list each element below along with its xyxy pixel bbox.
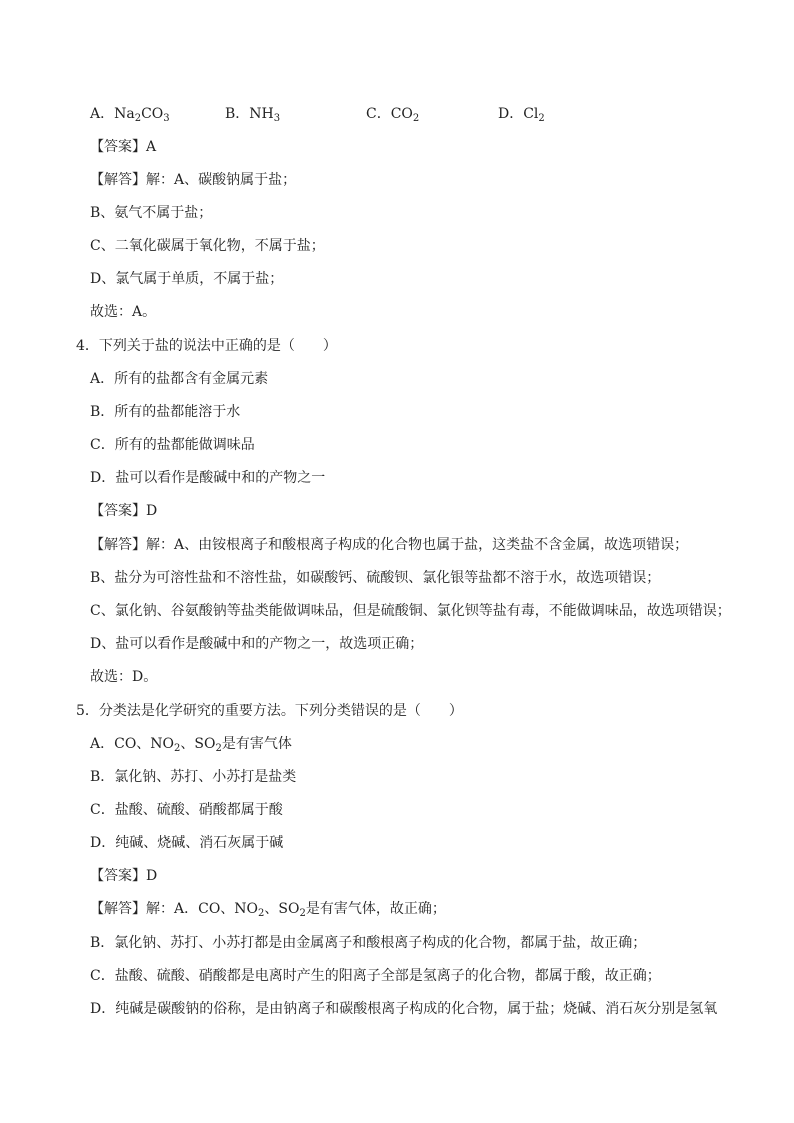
q4-option-c: C．所有的盐都能做调味品 — [90, 437, 255, 453]
q3-conclusion: 故选：A。 — [90, 304, 157, 320]
q3-analysis-line: 【解答】解：A、碳酸钠属于盐； — [90, 172, 297, 188]
q5-analysis-line: D．纯碱是碳酸钠的俗称，是由钠离子和碳酸根离子构成的化合物，属于盐；烧碱、消石灰分别是氢氧 — [90, 1001, 718, 1017]
q3-option-a: A．$Na_2CO_3$ — [90, 106, 170, 124]
q3-answer: 【答案】A — [90, 139, 157, 155]
q3-option-b: B．$NH_3$ — [225, 106, 281, 124]
q4-analysis-line: B、盐分为可溶性盐和不溶性盐，如碳酸钙、硫酸钡、氯化银等盐都不溶于水，故选项错误； — [90, 570, 661, 586]
q5-analysis-line: B．氯化钠、苏打、小苏打都是由金属离子和酸根离子构成的化合物，都属于盐，故正确； — [90, 935, 647, 951]
q5-answer: 【答案】D — [90, 868, 158, 884]
q3-analysis-line: B、氨气不属于盐； — [90, 205, 213, 221]
q4-analysis-line: C、氯化钠、谷氨酸钠等盐类能做调味品，但是硫酸铜、氯化钡等盐有毒，不能做调味品，故选项错误； — [90, 603, 731, 619]
q4-option-a: A．所有的盐都含有金属元素 — [90, 371, 269, 387]
q5-stem: 5．分类法是化学研究的重要方法。下列分类错误的是（ ） — [76, 703, 463, 719]
q3-option-d: D．$Cl_2$ — [498, 106, 545, 124]
q5-option-d: D．纯碱、烧碱、消石灰属于碱 — [90, 835, 284, 851]
q4-option-b: B．所有的盐都能溶于水 — [90, 404, 241, 420]
q5-option-a: A．CO、$NO_2$、$SO_2$是有害气体 — [90, 736, 292, 754]
q4-stem: 4．下列关于盐的说法中正确的是（ ） — [76, 338, 337, 354]
q5-option-c: C．盐酸、硫酸、硝酸都属于酸 — [90, 802, 283, 818]
q3-analysis-line: C、二氧化碳属于氧化物，不属于盐； — [90, 238, 325, 254]
q5-analysis-line: C．盐酸、硫酸、硝酸都是电离时产生的阳离子全部是氢离子的化合物，都属于酸，故正确； — [90, 968, 661, 984]
q5-option-b: B．氯化钠、苏打、小苏打是盐类 — [90, 769, 297, 785]
q5-analysis-line: 【解答】解：A．CO、$NO_2$、$SO_2$是有害气体，故正确； — [90, 901, 446, 919]
q3-option-c: C．$CO_2$ — [366, 106, 420, 124]
q4-answer: 【答案】D — [90, 503, 158, 519]
q4-analysis-line: 【解答】解：A、由铵根离子和酸根离子构成的化合物也属于盐，这类盐不含金属，故选项错误； — [90, 537, 689, 553]
q4-option-d: D．盐可以看作是酸碱中和的产物之一 — [90, 470, 326, 486]
q4-conclusion: 故选：D。 — [90, 669, 158, 685]
q3-analysis-line: D、氯气属于单质，不属于盐； — [90, 271, 284, 287]
q4-analysis-line: D、盐可以看作是酸碱中和的产物之一，故选项正确； — [90, 636, 424, 652]
